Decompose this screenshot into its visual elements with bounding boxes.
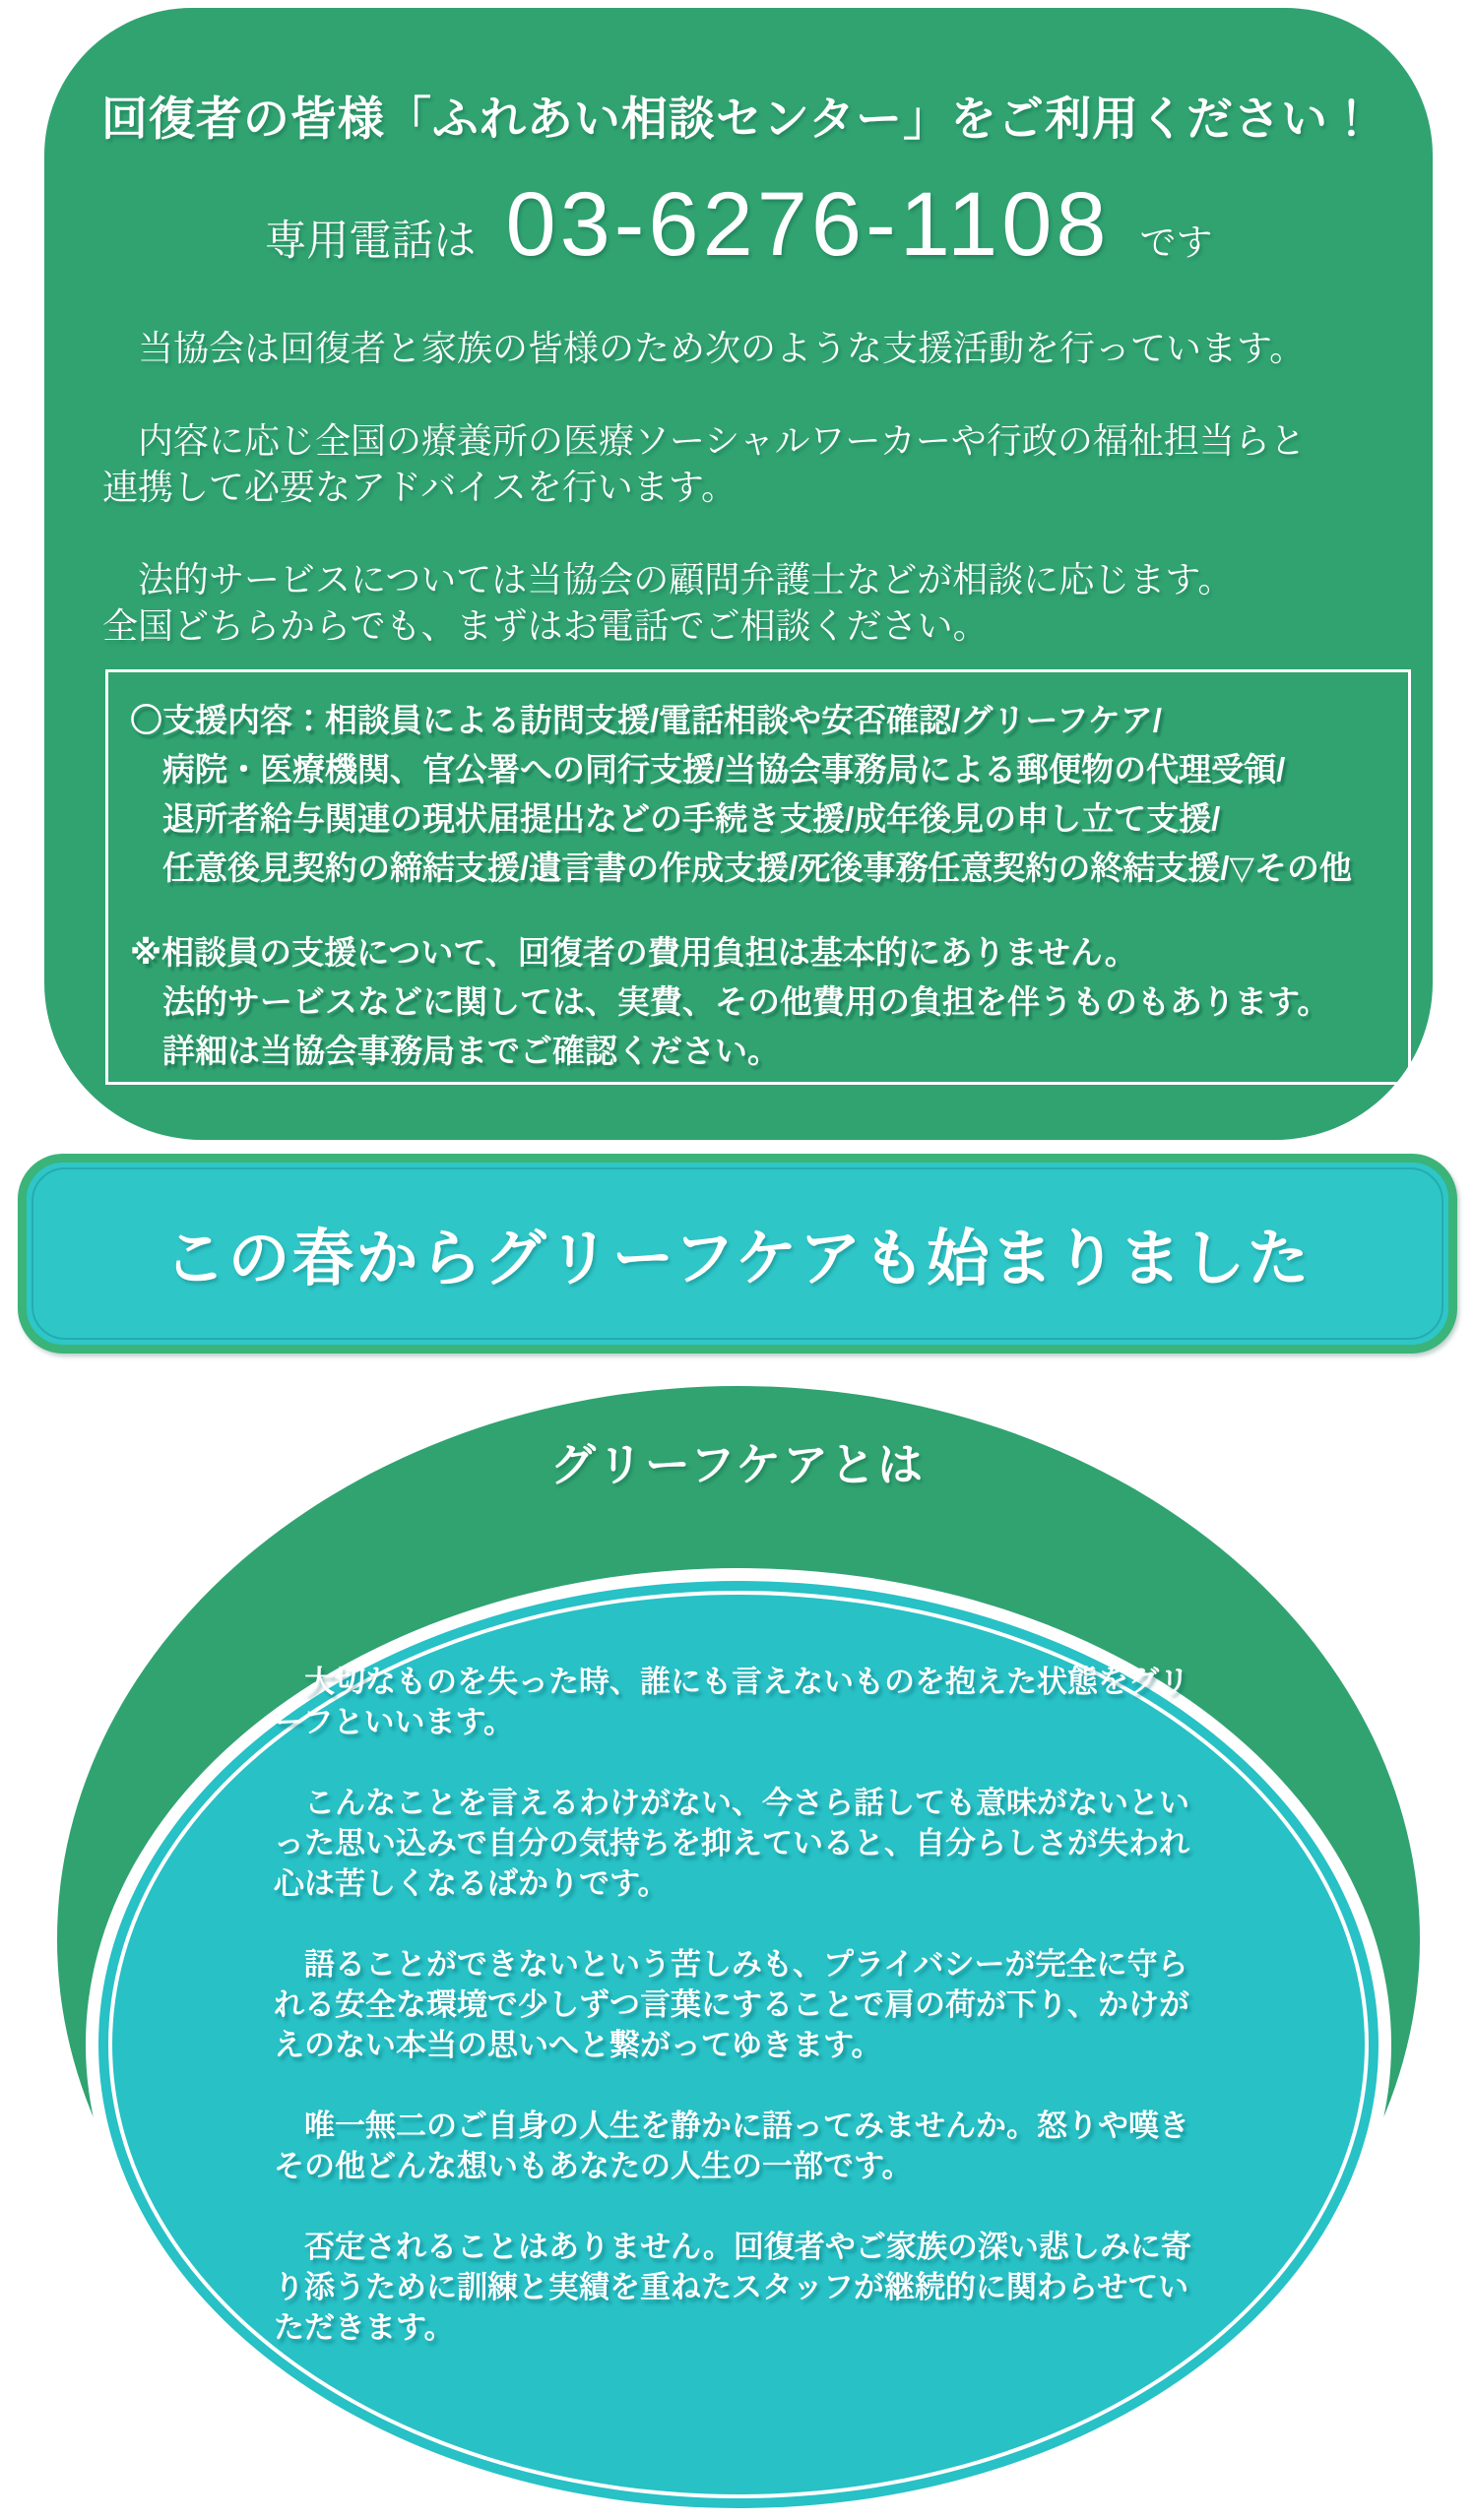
intro-line: 法的サービスについては当協会の顧問弁護士などが相談に応じます。 bbox=[102, 559, 1234, 599]
grief-title: グリーフケアとは bbox=[549, 1439, 926, 1490]
support-note-line: 法的サービスなどに関しては、実費、その他費用の負担を伴うものもあります。 bbox=[130, 983, 1330, 1020]
grief-paragraph: 唯一無二のご自身の人生を静かに語ってみませんか。怒りや嘆きその他どんな想いもあなたの人生の一部です。 bbox=[274, 2109, 1189, 2183]
intro-line: 当協会は回復者と家族の皆様のため次のような支援活動を行っています。 bbox=[102, 328, 1306, 368]
grief-paragraph: 大切なものを失った時、誰にも言えないものを抱えた状態をグリーフといいます。 bbox=[274, 1665, 1189, 1739]
phone-prefix-label: 専用電話は bbox=[264, 218, 477, 265]
phone-suffix-label: です bbox=[1139, 222, 1213, 263]
grief-paragraph: こんなことを言えるわけがない、今さら話しても意味がないといった思い込みで自分の気持ちを抑えていると、自分らしさが失われ心は苦しくなるばかりです。 bbox=[274, 1786, 1189, 1901]
support-content-list bbox=[130, 696, 1388, 893]
intro-line: 連携して必要なアドバイスを行います。 bbox=[102, 467, 738, 507]
intro-paragraphs bbox=[102, 325, 1402, 649]
support-content-line: 退所者給与関連の現状届提出などの手続き支援/成年後見の申し立て支援/ bbox=[130, 800, 1221, 837]
grief-paragraphs bbox=[274, 1662, 1211, 2388]
grief-paragraph: 否定されることはありません。回復者やご家族の深い悲しみに寄り添うために訓練と実績を重ねたスタッフが継続的に関わらせていただきます。 bbox=[274, 2230, 1191, 2345]
intro-line: 内容に応じ全国の療養所の医療ソーシャルワーカーや行政の福祉担当らと bbox=[102, 420, 1306, 461]
support-content-line: 任意後見契約の締結支援/遺言書の作成支援/死後事務任意契約の終結支援/▽その他 bbox=[130, 850, 1352, 886]
support-note-line: ※相談員の支援について、回復者の費用負担は基本的にありません。 bbox=[130, 934, 1137, 971]
support-note-line: 詳細は当協会事務局までご確認ください。 bbox=[130, 1033, 780, 1069]
support-content-line: 〇支援内容：相談員による訪問支援/電話相談や安否確認/グリーフケア/ bbox=[130, 702, 1162, 738]
grief-banner bbox=[18, 1154, 1457, 1354]
banner-text: この春からグリーフケアも始まりました bbox=[163, 1225, 1312, 1293]
intro-line: 全国どちらからでも、まずはお電話でご相談ください。 bbox=[102, 605, 989, 646]
support-content-line: 病院・医療機関、官公署への同行支援/当協会事務局による郵便物の代理受領/ bbox=[130, 751, 1286, 788]
phone-row bbox=[44, 175, 1433, 275]
support-box bbox=[105, 669, 1411, 1085]
card-title: 回復者の皆様「ふれあい相談センター」をご利用ください！ bbox=[100, 93, 1377, 145]
intro-line bbox=[102, 510, 1402, 556]
phone-number: 03-6276-1108 bbox=[505, 174, 1111, 275]
support-notes-list bbox=[130, 928, 1388, 1076]
intro-line bbox=[102, 371, 1402, 417]
grief-paragraph: 語ることができないという苦しみも、プライバシーが完全に守られる安全な環境で少しずつ言葉にすることで肩の荷が下り、かけがえのない本当の思いへと繋がってゆきます。 bbox=[274, 1947, 1189, 2062]
